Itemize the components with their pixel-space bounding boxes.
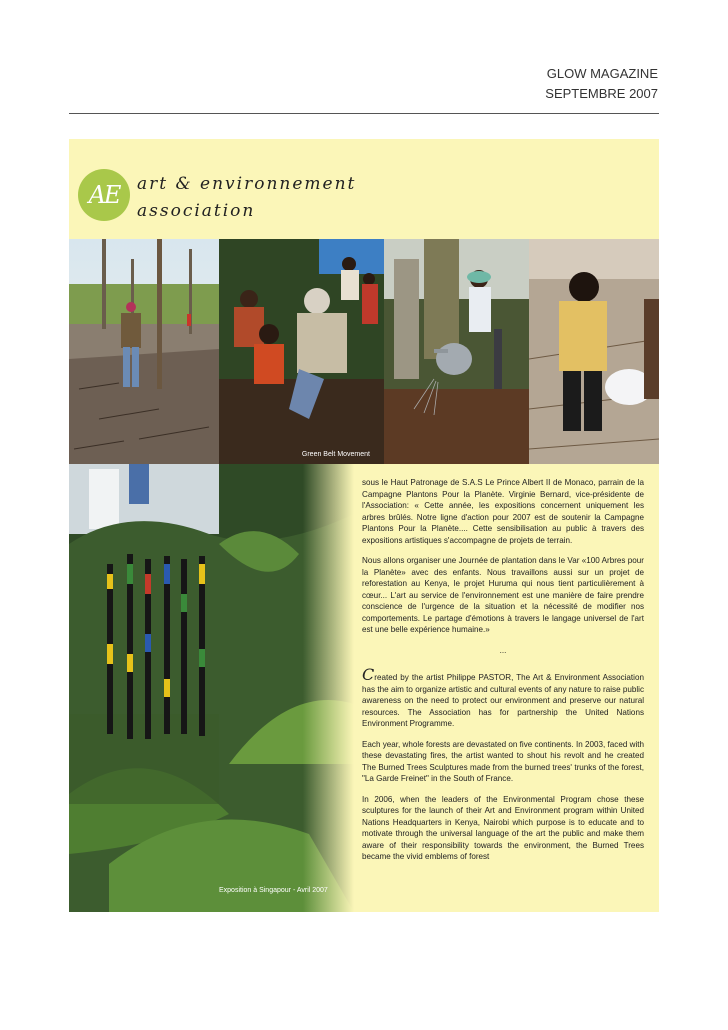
- magazine-title: GLOW MAGAZINE: [546, 66, 658, 81]
- photo-sculptures-singapore: [69, 464, 354, 912]
- article-paragraph-english-intro: [362, 665, 644, 730]
- photo-caption-green-belt: Green Belt Movement: [301, 451, 370, 458]
- photo-caption-singapore: Exposition à Singapour - Avril 2007: [219, 887, 328, 894]
- photo-watering-plants: [384, 239, 529, 464]
- header-divider: [69, 113, 659, 114]
- drop-cap: C: [362, 665, 375, 684]
- photo-planting-group: [219, 239, 384, 464]
- article-paragraph-text: reated by the artist Philippe PASTOR, The Art & Environment Association has the aim to organize artistic and cultural events of any nature to raise public awareness on the need to protect our environment and preserve our natural resources. The Association has for partnership the United Nations Environment Programme.: [362, 673, 644, 728]
- photo-child-with-bowl: [529, 239, 659, 464]
- article-paragraph: Each year, whole forests are devastated on five continents. In 2003, faced with these devastating fires, the artist wanted to shout his revolt and he created The Burned Trees Sculptures made from the burned trees' trunks of the forest, "La Garde Freinet" in the South of France.: [362, 739, 644, 783]
- ae-logo: AE: [78, 169, 130, 221]
- article-paragraph: Nous allons organiser une Journée de plantation dans le Var «100 Arbres pour la Planète» avec des enfants. Nous travaillons aussi sur un projet de reforestation au Kenya, le projet Huruma qui nous tient particulièrement à cœur... L'art au service de l'environnement est une manière de faire prendre conscience de l'urgence de la situation et la nécessité de modifier nos comportements. Le partage d'émotions à travers le langage universel de l'art est une belle expérience humaine.»: [362, 556, 644, 634]
- logo-text-line2: association: [137, 201, 256, 221]
- article-paragraph: sous le Haut Patronage de S.A.S Le Prince Albert II de Monaco, parrain de la Campagne Plantons Pour la Planète. Virginie Bernard, vice-présidente de l'Association: « Cette année, les expositions concernent uniquement les arbres brûlés. Notre ligne d'action pour 2007 est de soutenir la Campagne Plantons Pour la Planète.... Cette sensibilisation au public à travers des expositions artistiques s'accompagne de projets de terrain.: [362, 478, 644, 545]
- issue-date: SEPTEMBRE 2007: [545, 86, 658, 101]
- section-separator: ...: [499, 645, 507, 655]
- photo-man-burnt-land: [69, 239, 219, 464]
- article-page: [69, 139, 659, 912]
- article-body: [362, 477, 644, 872]
- magazine-header: [545, 64, 658, 104]
- article-paragraph: In 2006, when the leaders of the Environmental Program chose these sculptures for the launch of their Art and Environment program within United Nations Headquarters in Kenya, Nairobi which purpose is to educate and to motivate through the universal language of the art the public and make them aware of their responsibility towards the environment, the Burned Trees became the vivid emblems of forest: [362, 794, 644, 861]
- logo-text-line1: art & environnement: [137, 174, 357, 194]
